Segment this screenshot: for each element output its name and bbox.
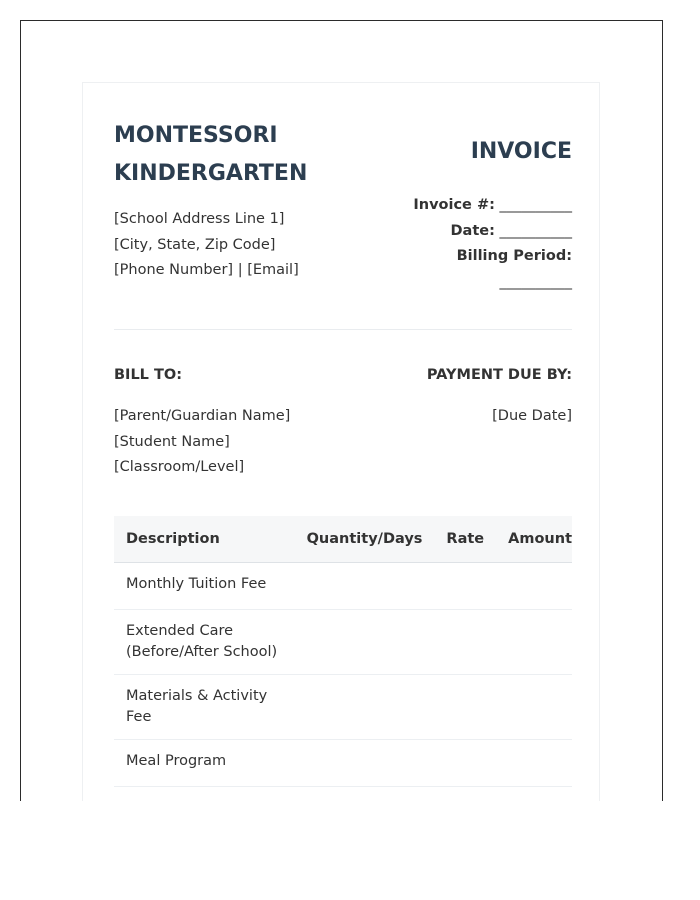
due-date: [Due Date] [492,408,572,424]
section-divider [114,329,572,330]
billing-period-label: Billing Period: [456,248,572,264]
header-description: Description [114,516,295,563]
row-description: Materials & Activity Fee [114,675,295,740]
row-quantity [295,610,435,675]
row-description: Meal Program [114,740,295,787]
school-name-line2: KINDERGARTEN [114,161,308,186]
row-quantity [295,675,435,740]
school-address [114,207,299,284]
table-row [114,675,572,740]
header-rate: Rate [434,516,496,563]
line-items-table [114,516,572,787]
invoice-date-value: __________ [499,222,572,239]
table-header-row [114,516,572,563]
row-quantity [295,740,435,787]
table-row [114,610,572,675]
classroom-level: [Classroom/Level] [114,459,245,475]
parent-name: [Parent/Guardian Name] [114,408,291,424]
row-description: Monthly Tuition Fee [114,563,295,610]
invoice-date-label: Date: [450,222,495,239]
bill-to-label: BILL TO: [114,367,182,383]
row-amount [496,675,572,740]
school-name [114,117,374,193]
bill-to-details [114,404,290,481]
billing-period-value: __________ [499,273,572,290]
address-line2: [City, State, Zip Code] [114,236,276,253]
invoice-meta [413,193,572,295]
page-frame [20,20,663,801]
payment-due-label: PAYMENT DUE BY: [426,367,572,383]
billing-period-value-row [413,270,572,296]
invoice-number-row [413,193,572,219]
invoice-number-value: __________ [499,197,572,213]
row-rate [434,675,496,740]
header-amount: Amount [496,516,572,563]
billing-period-row [413,244,572,270]
student-name: [Student Name] [114,433,230,450]
row-rate [434,610,496,675]
header-quantity: Quantity/Days [295,516,435,563]
row-amount [496,740,572,787]
row-rate [434,740,496,787]
address-line1: [School Address Line 1] [114,211,285,227]
school-name-line1: MONTESSORI [114,123,278,148]
invoice-number-label: Invoice #: [413,197,495,213]
row-description: Extended Care (Before/After School) [114,610,295,675]
invoice-title: INVOICE [470,139,572,164]
contact-line: [Phone Number] | [Email] [114,262,299,278]
table-row [114,563,572,610]
invoice-date-row [413,219,572,245]
table-row [114,740,572,787]
invoice-document [82,82,600,801]
row-amount [496,563,572,610]
row-rate [434,563,496,610]
row-quantity [295,563,435,610]
row-amount [496,610,572,675]
